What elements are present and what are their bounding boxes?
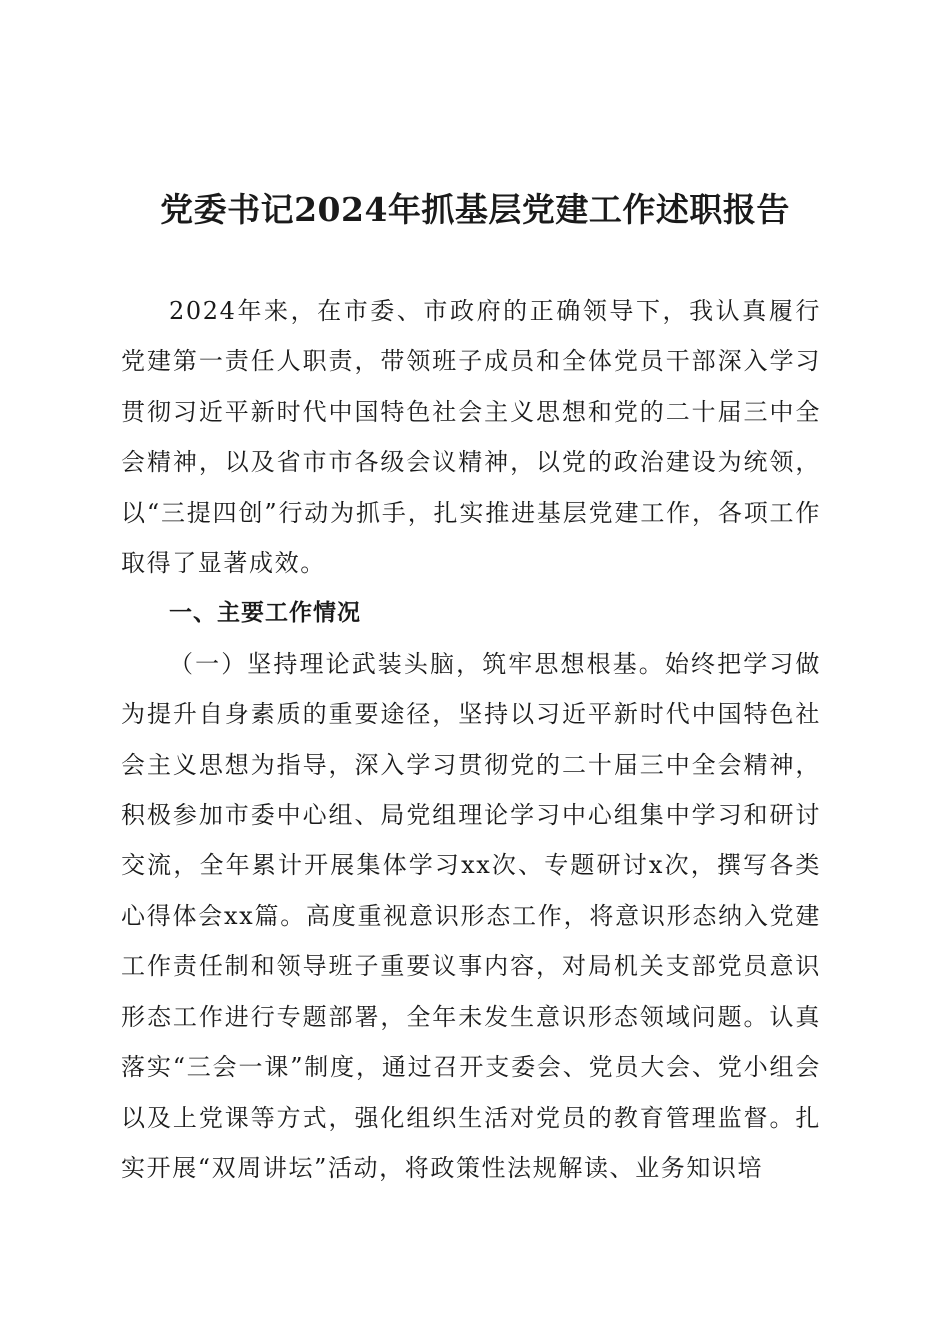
section-paragraph: （一）坚持理论武装头脑，筑牢思想根基。始终把学习做为提升自身素质的重要途径，坚持以习近平新时代中国特色社会主义思想为指导，深入学习贯彻党的二十届三中全会精神，积极参加市委中心组、局党组理论学习中心组集中学习和研讨交流，全年累计开展集体学习xx次、专题研讨x次，撰写各类心得体会xx篇。高度重视意识形态工作，将意识形态纳入党建工作责任制和领导班子重要议事内容，对局机关支部党员意识形态工作进行专题部署，全年未发生意识形态领域问题。认真落实“三会一课”制度，通过召开支委会、党员大会、党小组会以及上党课等方式，强化组织生活对党员的教育管理监督。扎实开展“双周讲坛”活动，将政策性法规解读、业务知识培: [121, 649, 821, 1182]
document-title: 党委书记2024年抓基层党建工作述职报告: [160, 190, 790, 229]
intro-paragraph: 2024年来，在市委、市政府的正确领导下，我认真履行党建第一责任人职责，带领班子成员和全体党员干部深入学习贯彻习近平新时代中国特色社会主义思想和党的二十届三中全会精神，以及省市市各级会议精神，以党的政治建设为统领，以“三提四创”行动为抓手，扎实推进基层党建工作，各项工作取得了显著成效。: [121, 297, 821, 578]
section-heading: 一、主要工作情况: [169, 600, 361, 627]
document-body: [121, 286, 821, 1193]
